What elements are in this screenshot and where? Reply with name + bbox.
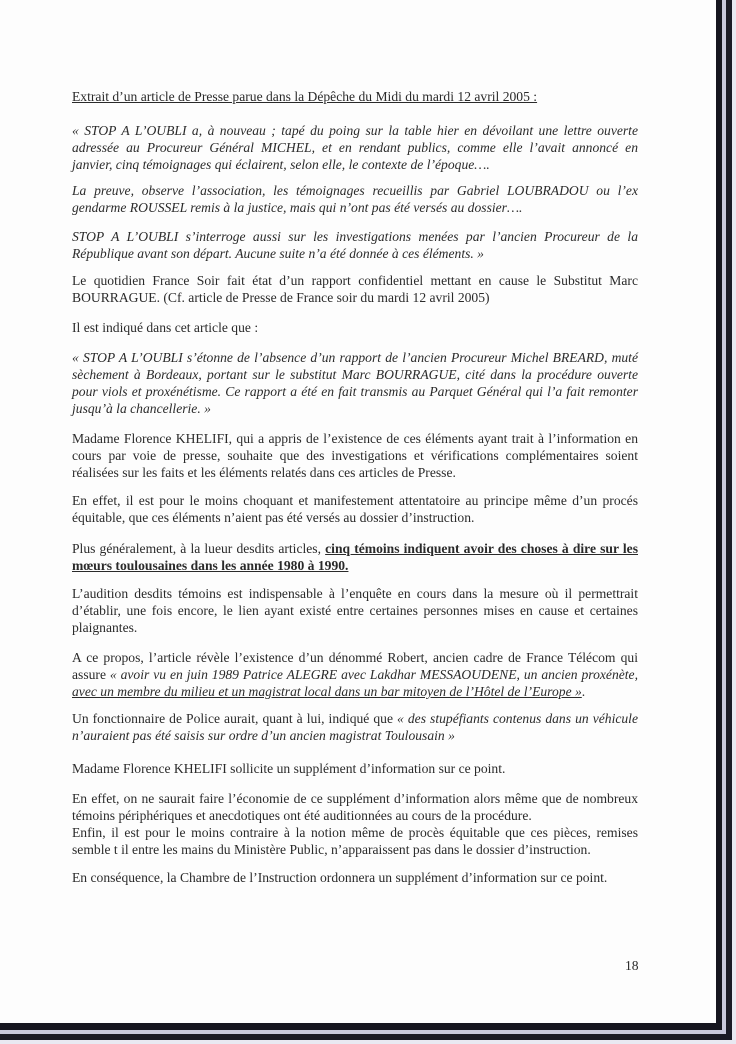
- text-span: assure: [72, 667, 110, 682]
- text-line: BOURRAGUE. (Cf. article de Presse de France soir du mardi 12 avril 2005): [72, 290, 490, 305]
- quote-text: n’auraient pas été saisis sur ordre d’un ancien magistrat Toulousain »: [72, 728, 455, 743]
- text-span: .: [581, 684, 586, 699]
- text-line: équitable, que ces éléments n’aient pas été versés au dossier d’instruction.: [72, 510, 475, 525]
- text-line: d’établir, une fois encore, le lien ayant existé entre certaines personnes mises en cause et certaines: [72, 603, 638, 618]
- text-line: En effet, on ne saurait faire l’économie de ce supplément d’information alors même que de nombreux: [72, 791, 638, 806]
- text-line: gendarme ROUSSEL remis à la justice, mais qui n’ont pas été versés au dossier….: [72, 200, 523, 215]
- quote-paragraph-1: [72, 122, 638, 173]
- text-span: Plus généralement, à la lueur desdits articles,: [72, 541, 326, 556]
- text-line: « STOP A L’OUBLI s’étonne de l’absence d’un rapport de l’ancien Procureur Michel BREARD, muté: [72, 350, 638, 365]
- paragraph-indique: [72, 319, 638, 336]
- paragraph-consequence: [72, 869, 638, 886]
- text-line: Enfin, il est pour le moins contraire à la notion même de procès équitable que ces pièces, remises: [72, 825, 638, 840]
- text-line: A ce propos, l’article révèle l’existence d’un dénommé Robert, ancien cadre de France Télécom qui: [72, 650, 638, 665]
- text-line: pour viols et proxénétisme. Ce rapport a été en fait transmis au Parquet Général qui l’a fait remonter: [72, 384, 638, 399]
- text-line: Le quotidien France Soir fait état d’un rapport confidentiel mettant en cause le Substitut Marc: [72, 273, 638, 288]
- quote-text: avec un membre du milieu et un magistrat local dans un bar mitoyen de l’Hôtel de l’Europe »: [72, 684, 582, 699]
- text-line: janvier, cinq témoignages qui éclairent, selon elle, le contexte de l’époque….: [72, 157, 490, 172]
- quote-paragraph-4: [72, 349, 638, 417]
- paragraph-cinq-temoins: [72, 540, 638, 574]
- text-line: cours par voie de presse, souhaite que des investigations et vérifications complémentaires soient: [72, 448, 638, 463]
- text-line: République avant son départ. Aucune suite n’a été donnée à ces éléments. »: [72, 246, 484, 261]
- text-line: adressée au Procureur Général MICHEL, et en rendant publics, comme elle l’avait annoncé en: [72, 140, 638, 155]
- paragraph-en-effet-1: [72, 492, 638, 526]
- document-heading: [72, 88, 638, 105]
- text-line: Madame Florence KHELIFI, qui a appris de l’existence de ces éléments ayant trait à l’information en: [72, 431, 638, 446]
- paragraph-khelifi-2: [72, 760, 638, 777]
- text-line: L’audition desdits témoins est indispensable à l’enquête en cours dans la mesure où il permettrait: [72, 586, 638, 601]
- text-line: semble t il entre les mains du Ministère Public, n’apparaissent pas dans le dossier d’instruction.: [72, 842, 591, 857]
- emphasized-text: mœurs toulousaines dans les année 1980 à 1990.: [72, 558, 349, 573]
- paragraph-robert: [72, 649, 638, 700]
- text-line: réalisées sur les faits et les éléments relatés dans ces articles de Presse.: [72, 465, 456, 480]
- paragraph-france-soir: [72, 272, 638, 306]
- text-line: sèchement à Bordeaux, portant sur le substitut Marc BOURRAGUE, cité dans la procédure ouverte: [72, 367, 638, 382]
- text-line: En conséquence, la Chambre de l’Instruction ordonnera un supplément d’information sur ce point.: [72, 870, 608, 885]
- text-line: plaignantes.: [72, 620, 138, 635]
- quote-paragraph-3: [72, 228, 638, 262]
- quote-text: « des stupéfiants contenus dans un véhicule: [397, 711, 638, 726]
- text-line: jusqu’à la chancellerie. »: [72, 401, 211, 416]
- text-line: La preuve, observe l’association, les témoignages recueillis par Gabriel LOUBRADOU ou l’ex: [72, 183, 638, 198]
- text-span: Un fonctionnaire de Police aurait, quant à lui, indiqué que: [72, 711, 398, 726]
- text-line: « STOP A L’OUBLI a, à nouveau ; tapé du poing sur la table hier en dévoilant une lettre ouverte: [72, 123, 638, 138]
- text-line: Il est indiqué dans cet article que :: [72, 320, 259, 335]
- paragraph-police: [72, 710, 638, 744]
- text-line: Madame Florence KHELIFI sollicite un supplément d’information sur ce point.: [72, 761, 506, 776]
- paragraph-khelifi-1: [72, 430, 638, 481]
- emphasized-text: cinq témoins indiquent avoir des choses à dire sur les: [325, 541, 639, 556]
- page-number: 18: [625, 958, 639, 973]
- heading-text: Extrait d’un article de Presse parue dans la Dépêche du Midi du mardi 12 avril 2005 :: [72, 89, 538, 104]
- text-line: STOP A L’OUBLI s’interroge aussi sur les investigations menées par l’ancien Procureur de la: [72, 229, 638, 244]
- paragraph-audition: [72, 585, 638, 636]
- text-line: témoins périphériques et anecdotiques ont été auditionnées au cours de la procédure.: [72, 808, 532, 823]
- text-line: En effet, il est pour le moins choquant et manifestement attentatoire au principe même d’un procés: [72, 493, 638, 508]
- quote-paragraph-2: [72, 182, 638, 216]
- quote-text: « avoir vu en juin 1989 Patrice ALEGRE avec Lakdhar MESSAOUDENE, un ancien proxénète,: [109, 667, 638, 682]
- paragraph-en-effet-2: [72, 790, 638, 858]
